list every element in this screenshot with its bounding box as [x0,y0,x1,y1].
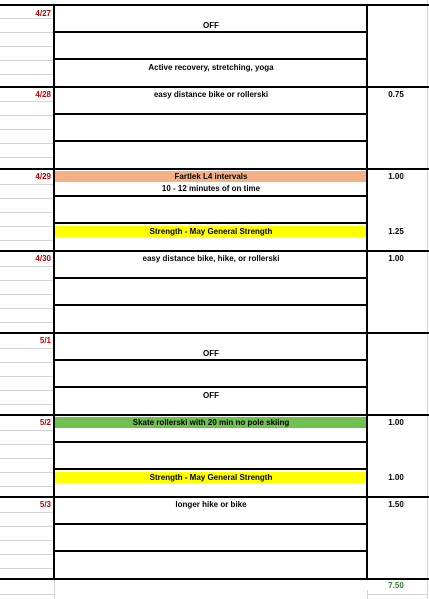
border-line [0,578,429,580]
border-line [53,277,367,279]
gridline [0,458,53,459]
day-date: 4/27 [35,9,51,18]
hours-value: 0.75 [388,90,404,99]
gridline [0,101,53,102]
hours-value: 1.00 [388,172,404,181]
gridline [0,143,53,144]
gridline [0,294,53,295]
activity-text: OFF [203,391,219,400]
activity-text: OFF [203,21,219,30]
border-line [53,195,367,197]
hours-value: 1.25 [388,227,404,236]
hours-value: 1.50 [388,500,404,509]
gridline [0,512,53,513]
gridline [0,157,53,158]
day-date: 4/30 [35,254,51,263]
gridline [427,0,428,599]
gridline [0,444,53,445]
hours-value: 1.00 [388,473,404,482]
border-line [53,222,367,224]
gridline [0,240,53,241]
border-line [0,86,429,88]
gridline [0,308,53,309]
border-line [53,31,367,33]
activity-text: easy distance bike or rollerski [153,90,269,99]
day-date: 5/2 [39,418,51,427]
gridline [0,74,53,75]
gridline [54,580,55,599]
day-date: 5/1 [39,336,51,345]
gridline [0,212,53,213]
border-line [0,332,429,334]
gridline [0,266,53,267]
activity-text: OFF [203,349,219,358]
activity-text: Active recovery, stretching, yoga [148,63,274,72]
gridline [0,322,53,323]
gridline [0,362,53,363]
border-line [0,168,429,170]
border-line [0,414,429,416]
border-line [53,441,367,443]
gridline [0,486,53,487]
gridline [0,554,53,555]
border-line [0,496,429,498]
gridline [0,472,53,473]
gridline [0,226,53,227]
gridline [0,60,53,61]
border-line [53,304,367,306]
border-line [53,58,367,60]
activity-text: Skate rollerski with 20 min no pole skiing [132,418,290,427]
gridline [0,198,53,199]
gridline [0,32,53,33]
gridline [367,594,428,595]
gridline [0,430,53,431]
border-line [366,4,368,580]
border-line [53,468,367,470]
border-line [53,550,367,552]
border-line [0,250,429,252]
gridline [0,184,53,185]
border-line [53,4,55,580]
activity-text: longer hike or bike [175,500,247,509]
day-date: 4/29 [35,172,51,181]
border-line [53,140,367,142]
gridline [0,390,53,391]
week-total: 7.50 [388,581,404,590]
activity-text: easy distance bike, hike, or rollerski [142,254,280,263]
gridline [0,404,53,405]
gridline [0,376,53,377]
day-date: 5/3 [39,500,51,509]
border-line [53,113,367,115]
activity-text: 10 - 12 minutes of on time [161,184,261,193]
gridline [0,568,53,569]
gridline [0,115,53,116]
day-date: 4/28 [35,90,51,99]
gridline [0,129,53,130]
gridline [0,46,53,47]
border-line [53,359,367,361]
gridline [0,540,53,541]
hours-value: 1.00 [388,254,404,263]
hours-value: 1.00 [388,418,404,427]
gridline [0,280,53,281]
gridline [0,594,54,595]
border-line [53,386,367,388]
gridline [0,348,53,349]
activity-text: Strength - May General Strength [149,473,273,482]
border-line [53,523,367,525]
activity-text: Fartlek L4 intervals [174,172,248,181]
activity-text: Strength - May General Strength [149,227,273,236]
border-line [0,4,429,6]
gridline [0,526,53,527]
